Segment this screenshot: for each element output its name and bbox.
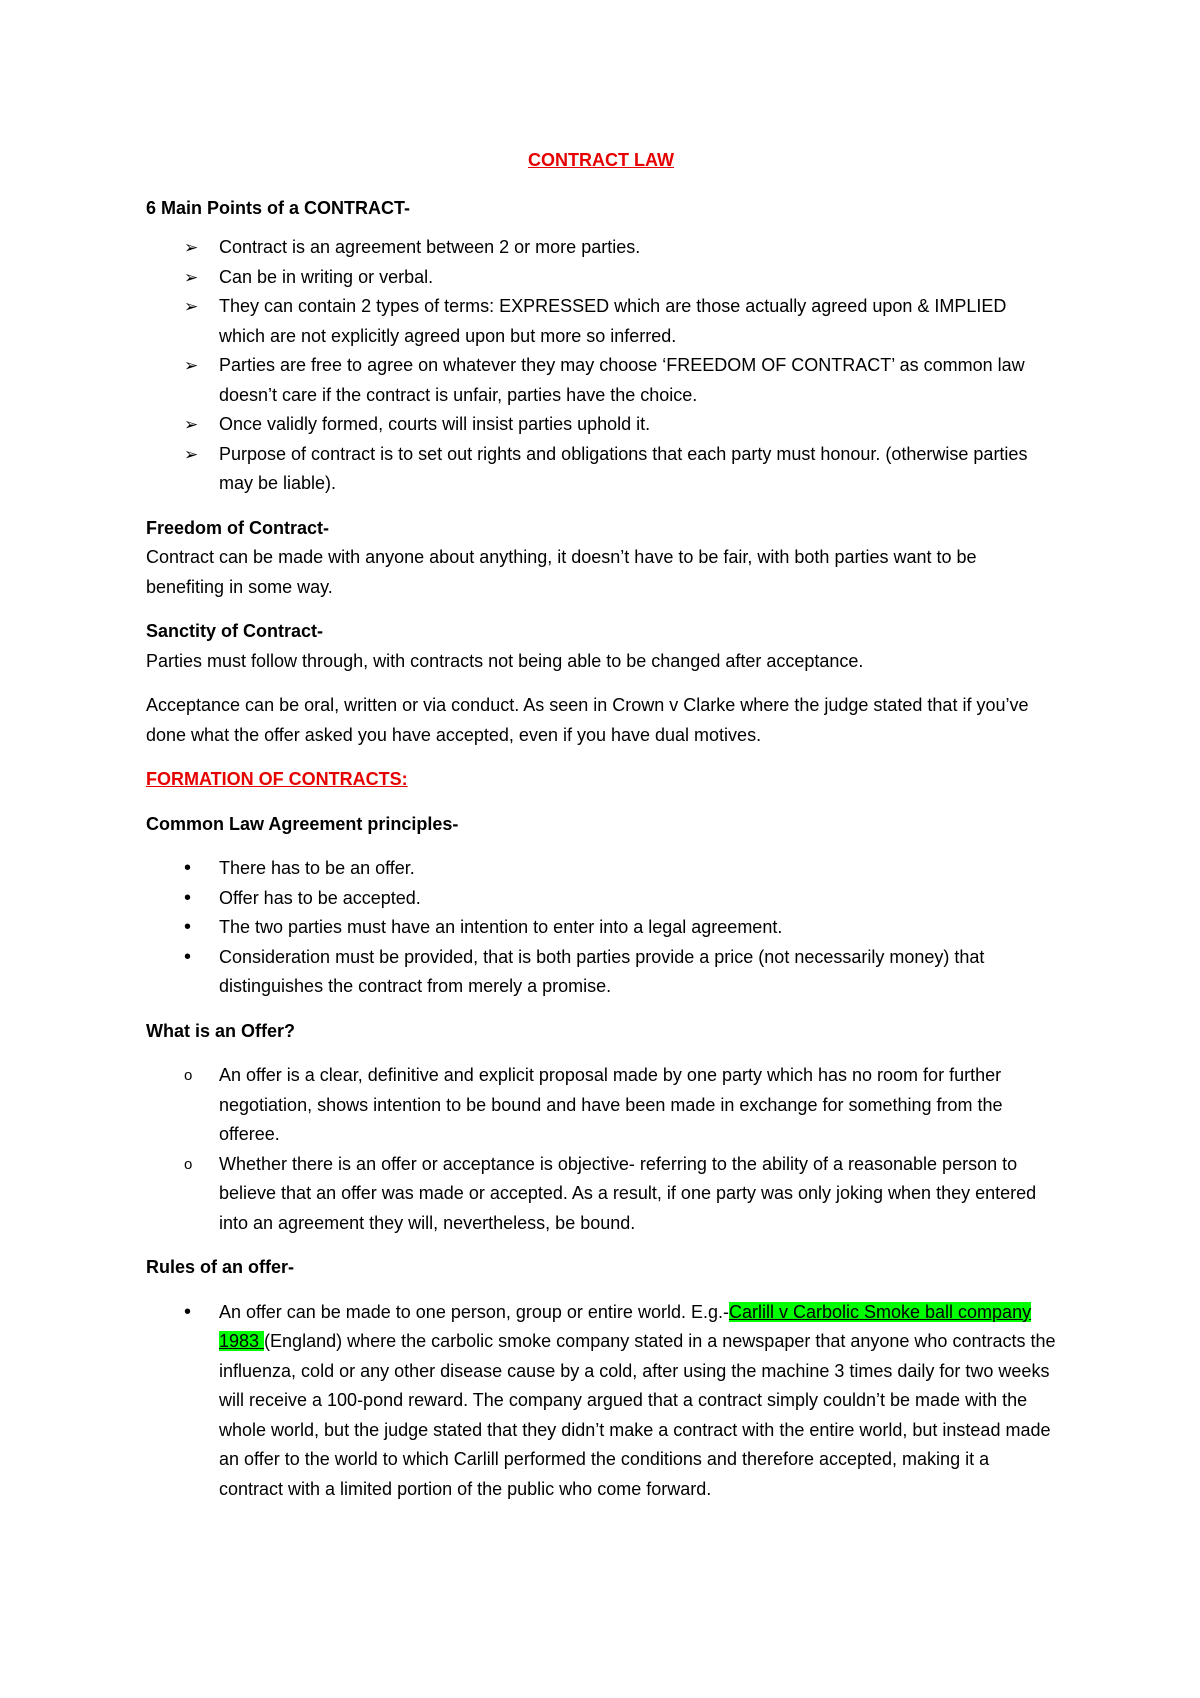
six-points-list bbox=[146, 233, 1056, 499]
sanctity-text: Parties must follow through, with contracts not being able to be changed after acceptance. bbox=[146, 650, 864, 671]
list-item: ➢ Can be in writing or verbal. bbox=[146, 263, 1056, 293]
rules-heading: Rules of an offer- bbox=[146, 1257, 295, 1277]
common-law-heading: Common Law Agreement principles- bbox=[146, 813, 459, 834]
arrow-bullet-icon: ➢ bbox=[184, 444, 199, 464]
arrow-bullet-icon: ➢ bbox=[184, 238, 199, 257]
list-item: o An offer is a clear, definitive and explicit proposal made by one party which has no room for further negotiation, shows intention to be bound and have been made in exchange for something from the offeree. bbox=[146, 1061, 1056, 1150]
common-law-list bbox=[146, 854, 1056, 1002]
page-title: CONTRACT LAW bbox=[528, 150, 674, 170]
list-item: ➢ They can contain 2 types of terms: EXPRESSED which are those actually agreed upon & IMPLIED which are not explicitly agreed upon but more so inferred. bbox=[146, 292, 1056, 351]
bullet-icon: • bbox=[184, 945, 192, 968]
rules-list bbox=[146, 1298, 1056, 1505]
list-item: ➢ Purpose of contract is to set out rights and obligations that each party must honour. (otherwise parties may be liable). bbox=[146, 440, 1056, 499]
arrow-bullet-icon: ➢ bbox=[184, 267, 199, 287]
acceptance-text: Acceptance can be oral, written or via conduct. As seen in Crown v Clarke where the judge stated that if you’ve done what the offer asked you have accepted, even if you have dual motives. bbox=[146, 695, 1029, 745]
arrow-bullet-icon: ➢ bbox=[184, 415, 199, 434]
list-item: • Offer has to be accepted. bbox=[146, 884, 1056, 914]
freedom-text: Contract can be made with anyone about anything, it doesn’t have to be fair, with both parties want to be benefiting in some way. bbox=[146, 547, 977, 597]
arrow-bullet-icon: ➢ bbox=[184, 297, 199, 316]
circle-bullet-icon: o bbox=[184, 1155, 193, 1173]
offer-list bbox=[146, 1061, 1056, 1238]
list-item: ➢ Parties are free to agree on whatever they may choose ‘FREEDOM OF CONTRACT’ as common law doesn’t care if the contract is unfair, parties have the choice. bbox=[146, 351, 1056, 410]
document-body bbox=[146, 146, 1056, 1519]
list-item: • There has to be an offer. bbox=[146, 854, 1056, 884]
list-item: ➢ Once validly formed, courts will insist parties uphold it. bbox=[146, 410, 1056, 440]
list-item: • An offer can be made to one person, group or entire world. E.g.-Carlill v Carbolic Smoke ball company 1983 (England) where the carbolic smoke company stated in a newspaper that anyone who contracts the influenza, cold or any other disease cause by a cold, after using the machine 3 times daily for two weeks will receive a 100-pond reward. The company argued that a contract simply couldn’t be made with the whole world, but the judge stated that they didn’t make a contract with the entire world, but instead made an offer to the world to which Carlill performed the conditions and therefore accepted, making it a contract with a limited portion of the public who come forward. bbox=[146, 1298, 1056, 1505]
list-item: • Consideration must be provided, that is both parties provide a price (not necessarily money) that distinguishes the contract from merely a promise. bbox=[146, 943, 1056, 1002]
bullet-icon: • bbox=[184, 857, 192, 879]
list-item: • The two parties must have an intention to enter into a legal agreement. bbox=[146, 913, 1056, 943]
circle-bullet-icon: o bbox=[184, 1067, 193, 1084]
freedom-heading: Freedom of Contract- bbox=[146, 517, 330, 538]
arrow-bullet-icon: ➢ bbox=[184, 356, 199, 375]
offer-heading: What is an Offer? bbox=[146, 1020, 296, 1041]
bullet-icon: • bbox=[184, 886, 192, 909]
bullet-icon: • bbox=[184, 1300, 192, 1323]
list-item: o Whether there is an offer or acceptance is objective- referring to the ability of a reasonable person to believe that an offer was made or accepted. As a result, if one party was only joking when they entered into an agreement they will, nevertheless, be bound. bbox=[146, 1150, 1056, 1239]
formation-heading: FORMATION OF CONTRACTS: bbox=[146, 769, 408, 789]
sanctity-heading: Sanctity of Contract- bbox=[146, 621, 324, 641]
six-points-heading: 6 Main Points of a CONTRACT- bbox=[146, 197, 411, 218]
bullet-icon: • bbox=[184, 916, 192, 938]
highlighted-case-name: Carlill v Carbolic Smoke ball company 1983 bbox=[219, 1301, 1032, 1351]
list-item: ➢ Contract is an agreement between 2 or more parties. bbox=[146, 233, 1056, 263]
